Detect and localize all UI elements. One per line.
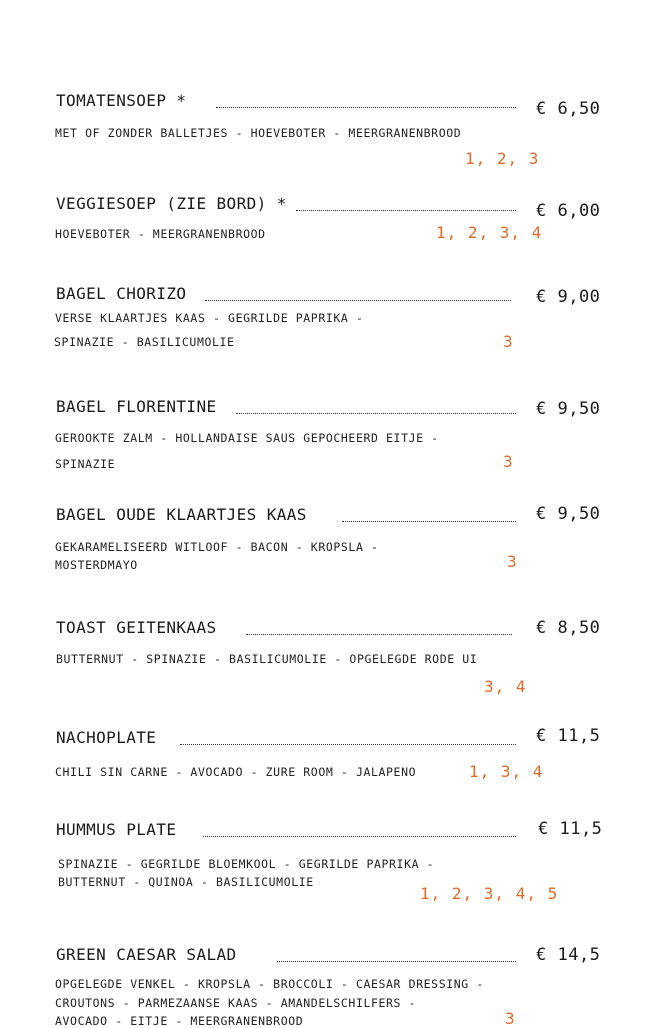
item-price: € 6,50 xyxy=(536,99,601,119)
allergen-codes: 3 xyxy=(505,1009,516,1028)
item-description: SPINAZIE - GEGRILDE BLOEMKOOL - GEGRILDE PAPRIKA - xyxy=(58,857,435,871)
item-name: TOAST GEITENKAAS xyxy=(56,618,217,637)
item-price: € 9,50 xyxy=(536,504,601,524)
dot-leader xyxy=(203,836,516,837)
item-description: AVOCADO - EITJE - MEERGRANENBROOD xyxy=(55,1014,304,1028)
item-description: BUTTERNUT - SPINAZIE - BASILICUMOLIE - OPGELEGDE RODE UI xyxy=(56,652,478,666)
allergen-codes: 3 xyxy=(507,552,518,571)
item-description: MET OF ZONDER BALLETJES - HOEVEBOTER - MEERGRANENBROOD xyxy=(55,126,462,140)
item-name: BAGEL CHORIZO xyxy=(56,284,187,303)
item-description: SPINAZIE xyxy=(55,457,116,471)
item-name: GREEN CAESAR SALAD xyxy=(56,945,237,964)
dot-leader xyxy=(180,744,516,745)
dot-leader xyxy=(342,521,516,522)
dot-leader xyxy=(246,634,512,635)
dot-leader xyxy=(236,413,516,414)
item-name: BAGEL FLORENTINE xyxy=(56,397,217,416)
item-description: OPGELEGDE VENKEL - KROPSLA - BROCCOLI - CAESAR DRESSING - xyxy=(55,977,484,991)
item-description: BUTTERNUT - QUINOA - BASILICUMOLIE xyxy=(58,875,314,889)
item-price: € 6,00 xyxy=(536,201,601,221)
allergen-codes: 1, 2, 3, 4 xyxy=(436,223,543,242)
dot-leader xyxy=(296,210,516,211)
item-price: € 9,50 xyxy=(536,399,601,419)
allergen-codes: 1, 2, 3, 4, 5 xyxy=(420,884,559,903)
item-description: CROUTONS - PARMEZAANSE KAAS - AMANDELSCHILFERS - xyxy=(55,996,417,1010)
item-price: € 14,5 xyxy=(536,945,601,965)
item-description: GEROOKTE ZALM - HOLLANDAISE SAUS GEPOCHEERD EITJE - xyxy=(55,431,439,445)
item-price: € 8,50 xyxy=(536,618,601,638)
allergen-codes: 3, 4 xyxy=(484,677,527,696)
item-price: € 11,5 xyxy=(536,726,601,746)
item-description: HOEVEBOTER - MEERGRANENBROOD xyxy=(55,227,266,241)
dot-leader xyxy=(216,107,516,108)
item-name: HUMMUS PLATE xyxy=(56,820,177,839)
item-name: VEGGIESOEP (ZIE BORD) * xyxy=(56,194,287,213)
allergen-codes: 3 xyxy=(503,452,514,471)
item-description: CHILI SIN CARNE - AVOCADO - ZURE ROOM - JALAPENO xyxy=(55,765,417,779)
dot-leader xyxy=(205,300,511,301)
item-name: NACHOPLATE xyxy=(56,728,157,747)
dot-leader xyxy=(277,961,516,962)
allergen-codes: 1, 2, 3 xyxy=(465,149,540,168)
allergen-codes: 3 xyxy=(503,332,514,351)
item-name: TOMATENSOEP * xyxy=(56,91,187,110)
item-name: BAGEL OUDE KLAARTJES KAAS xyxy=(56,505,307,524)
allergen-codes: 1, 3, 4 xyxy=(469,762,544,781)
item-description: MOSTERDMAYO xyxy=(55,558,138,572)
item-description: VERSE KLAARTJES KAAS - GEGRILDE PAPRIKA - xyxy=(55,311,364,325)
item-price: € 11,5 xyxy=(538,819,603,839)
item-price: € 9,00 xyxy=(536,287,601,307)
item-description: GEKARAMELISEERD WITLOOF - BACON - KROPSLA - xyxy=(55,540,379,554)
item-description: SPINAZIE - BASILICUMOLIE xyxy=(54,335,235,349)
